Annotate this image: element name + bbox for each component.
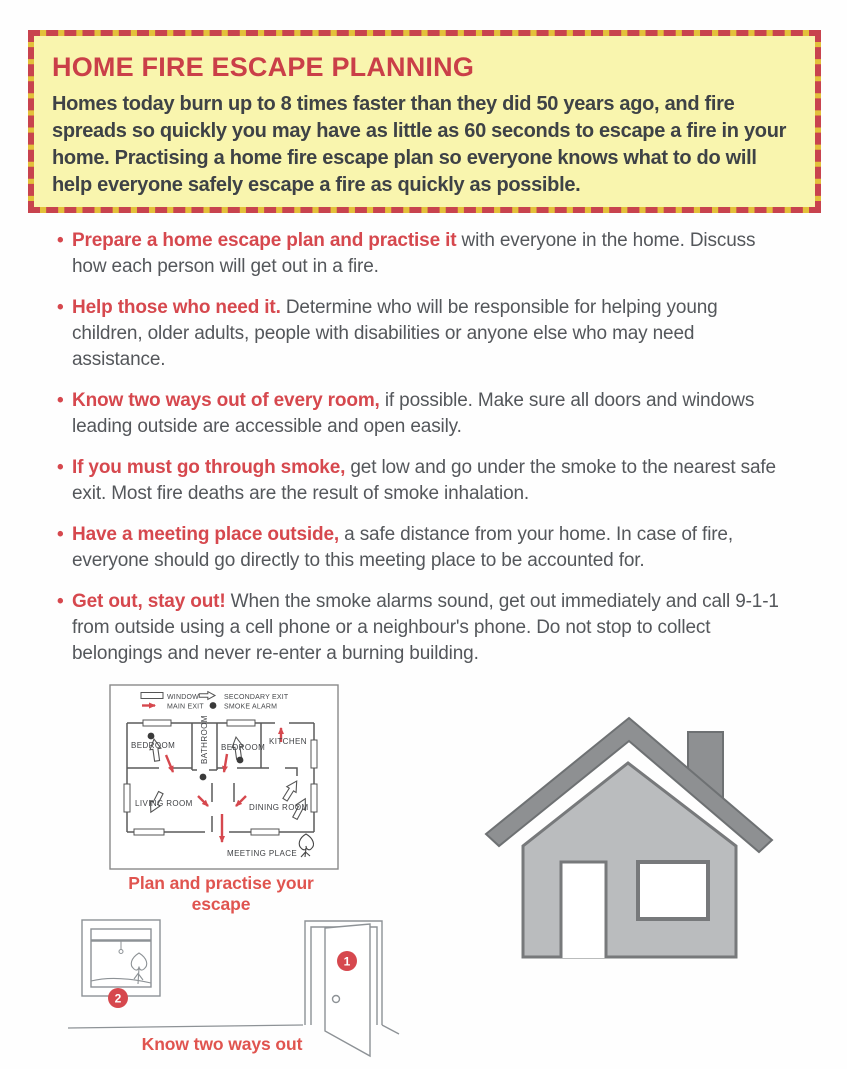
window-symbol [134,829,164,835]
room-label-meeting-place: MEETING PLACE [227,849,298,858]
window-symbol [311,784,317,812]
bullet-icon: • [57,457,64,478]
window-badge-number: 2 [114,991,122,1006]
floor-line [382,1025,399,1034]
bullet-icon: • [57,297,64,318]
room-label-bedroom1: BEDROOM [131,741,176,750]
tip-item [57,455,779,507]
tip-item [57,388,779,440]
bullet-icon: • [57,230,64,251]
window-symbol [251,829,279,835]
bullet-icon: • [57,390,64,411]
legend-secondary-exit-label: SECONDARY EXIT [224,694,289,701]
floor-line [68,1025,303,1028]
house-window [638,862,708,919]
bullet-icon: • [57,524,64,545]
tip-item [57,295,779,373]
window-symbol [311,740,317,768]
legend-window-label: WINDOW [167,694,199,701]
tip-text: get low and go under the smoke to the nearest safe exit. Most fire deaths are the result of smoke inhalation. [72,457,776,504]
tip-text: with everyone in the home. Discuss how each person will get out in a fire. [72,230,756,277]
room-label-bedroom2: BEDROOM [221,743,266,752]
legend-smoke-alarm-label: SMOKE ALARM [224,703,278,711]
tip-item [57,522,779,574]
tip-text: if possible. Make sure all doors and windows leading outside are accessible and open easily. [72,390,755,437]
tip-item [57,589,779,667]
legend-smoke-alarm-dot [210,702,217,709]
smoke-alarm-dot [200,774,207,781]
house-illustration [478,698,838,1003]
floor-plan-border [110,685,338,869]
tip-text: a safe distance from your home. In case of fire, everyone should go directly to this meeting place to be accounted for. [72,524,733,571]
two-ways-caption: Know two ways out [141,1034,303,1054]
window-symbol [124,784,130,812]
window-symbol [227,720,255,726]
tips-list [57,228,779,682]
intro-paragraph: Homes today burn up to 8 times faster than they did 50 years ago, and fire spreads so quickly you may have as little as 60 seconds to escape a fire in your home. Practising a home fire escape plan so everyone knows what to do will help everyone safely escape a fire as quickly as possible. [52,93,787,196]
tip-lead: Have a meeting place outside, [72,524,340,545]
tip-text: When the smoke alarms sound, get out immediately and call 9-1-1 from outside using a cell phone or a neighbour's phone. Do not stop to collect belongings and never re-enter a burning building. [72,591,779,664]
tip-lead: Get out, stay out! [72,591,226,612]
tip-item [57,228,779,280]
window-drawing [82,920,160,996]
tip-lead: Prepare a home escape plan and practise it [72,230,457,251]
page-title: HOME FIRE ESCAPE PLANNING [52,52,475,82]
room-label-dining-room: DINING ROOM [249,803,309,812]
legend-window-symbol [141,693,163,699]
smoke-alarm-dot [148,733,155,740]
bullet-icon: • [57,591,64,612]
door-badge-number: 1 [343,954,351,969]
room-label-kitchen: KITCHEN [269,737,307,746]
house-svg [478,698,838,998]
floor-plan-svg [105,684,343,870]
tip-text: Determine who will be responsible for helping young children, older adults, people with disabilities or anyone else who may need assistance. [72,297,718,370]
floor-plan-caption: Plan and practise your escape [128,873,314,914]
window-symbol [143,720,171,726]
smoke-alarm-dot [237,757,244,764]
legend-main-exit-label: MAIN EXIT [167,703,204,711]
room-label-living-room: LIVING ROOM [135,799,193,808]
floor-plan-diagram [105,684,343,875]
intro-box [28,30,821,213]
tip-lead: Help those who need it. [72,297,281,318]
house-door [561,862,606,958]
room-label-bathroom: BATHROOM [200,715,209,764]
tip-lead: Know two ways out of every room, [72,390,380,411]
tip-lead: If you must go through smoke, [72,457,346,478]
